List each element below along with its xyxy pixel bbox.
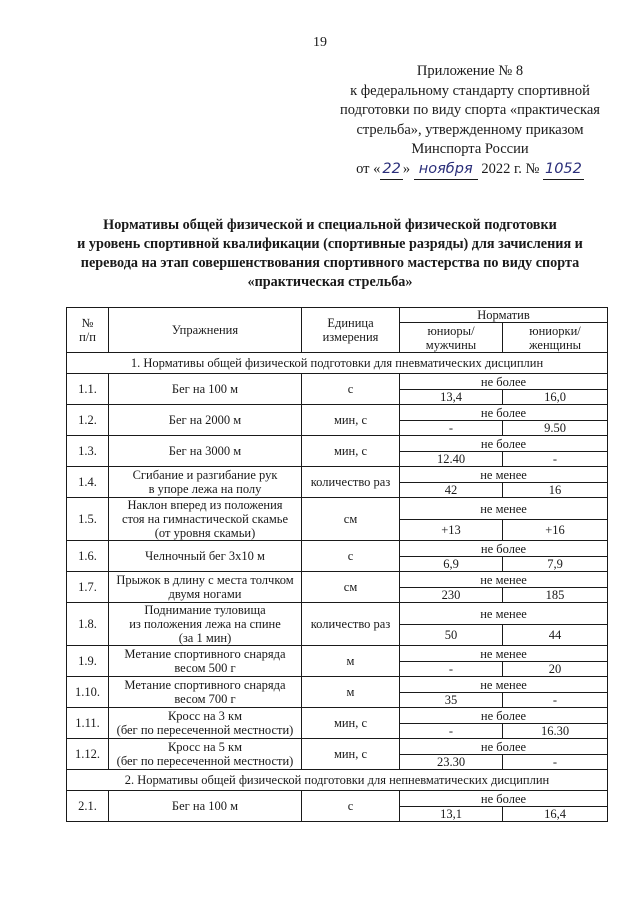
exercise-line: Бег на 100 м	[171, 382, 239, 396]
row-number: 1.6.	[67, 541, 109, 572]
table-row	[67, 791, 608, 807]
value-women: +16	[503, 520, 608, 541]
exercise-line: Кросс на 5 км	[167, 740, 243, 754]
row-number: 1.8.	[67, 603, 109, 646]
row-unit: мин, с	[302, 436, 400, 467]
value-women: 7,9	[503, 557, 608, 572]
section-row	[67, 353, 608, 374]
exercise-line: из положения лежа на спине	[129, 617, 281, 631]
row-condition: не менее	[400, 498, 608, 520]
row-condition: не менее	[400, 677, 608, 693]
handwritten-day: 22	[380, 160, 402, 181]
value-women: -	[503, 755, 608, 770]
value-women: 20	[503, 662, 608, 677]
row-condition: не менее	[400, 646, 608, 662]
row-unit: мин, с	[302, 405, 400, 436]
row-number: 1.3.	[67, 436, 109, 467]
value-men: -	[400, 662, 503, 677]
row-condition: не более	[400, 374, 608, 390]
appendix-block	[300, 62, 640, 180]
row-condition: не более	[400, 739, 608, 755]
exercise-line: (за 1 мин)	[178, 631, 232, 645]
row-exercise	[109, 498, 302, 541]
row-number: 1.10.	[67, 677, 109, 708]
exercise-line: весом 700 г	[174, 692, 236, 706]
table-row	[67, 436, 608, 452]
value-women: 16,4	[503, 807, 608, 822]
handwritten-month: ноября	[414, 160, 478, 181]
row-unit: м	[302, 646, 400, 677]
appendix-line: подготовки по виду спорта «практическая	[340, 102, 600, 118]
row-exercise	[109, 436, 302, 467]
row-exercise	[109, 646, 302, 677]
value-women: 16,0	[503, 390, 608, 405]
row-unit: см	[302, 572, 400, 603]
value-men: 23.30	[400, 755, 503, 770]
table-row	[67, 603, 608, 625]
table-row	[67, 541, 608, 557]
exercise-line: Бег на 3000 м	[168, 444, 242, 458]
row-number: 1.11.	[67, 708, 109, 739]
date-mid: »	[402, 160, 411, 177]
value-men: 35	[400, 693, 503, 708]
row-exercise	[109, 791, 302, 822]
table-row	[67, 467, 608, 483]
exercise-line: Наклон вперед из положения	[127, 498, 283, 512]
title-line: и уровень спортивной квалификации (спортивные разряды) для зачисления и	[77, 236, 583, 252]
table-row	[67, 708, 608, 724]
row-exercise	[109, 603, 302, 646]
value-men: -	[400, 724, 503, 739]
row-condition: не менее	[400, 467, 608, 483]
row-condition: не менее	[400, 603, 608, 625]
value-men: 230	[400, 588, 503, 603]
row-condition: не более	[400, 791, 608, 807]
value-men: 13,4	[400, 390, 503, 405]
document-title	[40, 216, 620, 292]
header-num: № п/п	[67, 308, 109, 353]
header-norm: Норматив	[400, 308, 608, 323]
row-unit: количество раз	[302, 603, 400, 646]
row-unit: с	[302, 374, 400, 405]
row-condition: не более	[400, 708, 608, 724]
row-exercise	[109, 467, 302, 498]
value-men: 13,1	[400, 807, 503, 822]
value-men: +13	[400, 520, 503, 541]
title-line: перевода на этап совершенствования спортивного мастерства по виду спорта	[80, 255, 580, 271]
value-women: 16	[503, 483, 608, 498]
section-title: 2. Нормативы общей физической подготовки для непневматических дисциплин	[67, 770, 608, 791]
exercise-line: весом 500 г	[174, 661, 236, 675]
date-year: 2022 г. №	[481, 160, 540, 177]
value-women: 9.50	[503, 421, 608, 436]
value-women: 16.30	[503, 724, 608, 739]
exercise-line: стоя на гимнастической скамье	[121, 512, 289, 526]
value-women: -	[503, 693, 608, 708]
row-unit: мин, с	[302, 708, 400, 739]
value-women: 44	[503, 625, 608, 646]
table-row	[67, 374, 608, 390]
row-unit: с	[302, 791, 400, 822]
row-unit: см	[302, 498, 400, 541]
value-women: 185	[503, 588, 608, 603]
row-exercise	[109, 541, 302, 572]
section-title: 1. Нормативы общей физической подготовки для пневматических дисциплин	[67, 353, 608, 374]
exercise-line: в упоре лежа на полу	[148, 482, 262, 496]
exercise-line: Кросс на 3 км	[167, 709, 243, 723]
row-number: 2.1.	[67, 791, 109, 822]
row-number: 1.1.	[67, 374, 109, 405]
section-row	[67, 770, 608, 791]
norms-table	[66, 307, 608, 822]
appendix-line: Минспорта России	[411, 141, 529, 157]
exercise-line: (бег по пересеченной местности)	[116, 754, 294, 768]
exercise-line: Челночный бег 3х10 м	[145, 549, 265, 563]
appendix-line: к федеральному стандарту спортивной	[350, 82, 590, 99]
table-row	[67, 572, 608, 588]
handwritten-number: 1052	[543, 160, 584, 181]
table-row	[67, 646, 608, 662]
value-women: -	[503, 452, 608, 467]
row-number: 1.12.	[67, 739, 109, 770]
value-men: 42	[400, 483, 503, 498]
table-header-row	[67, 308, 608, 323]
row-number: 1.2.	[67, 405, 109, 436]
row-exercise	[109, 572, 302, 603]
row-unit: м	[302, 677, 400, 708]
value-men: 12.40	[400, 452, 503, 467]
row-exercise	[109, 405, 302, 436]
row-condition: не более	[400, 405, 608, 421]
row-exercise	[109, 677, 302, 708]
exercise-line: Сгибание и разгибание рук	[132, 468, 278, 482]
row-number: 1.5.	[67, 498, 109, 541]
exercise-line: Бег на 100 м	[171, 799, 239, 813]
row-number: 1.4.	[67, 467, 109, 498]
row-unit: количество раз	[302, 467, 400, 498]
row-number: 1.7.	[67, 572, 109, 603]
page-number: 19	[313, 35, 327, 50]
header-men: юниоры/ мужчины	[400, 323, 503, 353]
exercise-line: Метание спортивного снаряда	[124, 647, 286, 661]
table-row	[67, 498, 608, 520]
row-condition: не более	[400, 541, 608, 557]
row-exercise	[109, 374, 302, 405]
header-unit: Единица измерения	[302, 308, 400, 353]
appendix-date	[300, 160, 640, 181]
row-exercise	[109, 708, 302, 739]
row-condition: не менее	[400, 572, 608, 588]
title-line: Нормативы общей физической и специальной физической подготовки	[103, 217, 557, 233]
exercise-line: Метание спортивного снаряда	[124, 678, 286, 692]
exercise-line: (от уровня скамьи)	[154, 526, 256, 540]
row-unit: с	[302, 541, 400, 572]
header-exercise: Упражнения	[109, 308, 302, 353]
date-prefix: от «	[356, 160, 381, 177]
exercise-line: Прыжок в длину с места толчком	[116, 573, 294, 587]
exercise-line: (бег по пересеченной местности)	[116, 723, 294, 737]
value-men: 50	[400, 625, 503, 646]
row-unit: мин, с	[302, 739, 400, 770]
table-row	[67, 677, 608, 693]
row-condition: не более	[400, 436, 608, 452]
row-exercise	[109, 739, 302, 770]
title-line: «практическая стрельба»	[247, 274, 413, 290]
exercise-line: двумя ногами	[168, 587, 242, 601]
appendix-line: Приложение № 8	[416, 63, 524, 79]
appendix-line: стрельба», утвержденному приказом	[356, 121, 584, 138]
value-men: 6,9	[400, 557, 503, 572]
table-row	[67, 405, 608, 421]
exercise-line: Бег на 2000 м	[168, 413, 242, 427]
row-number: 1.9.	[67, 646, 109, 677]
value-men: -	[400, 421, 503, 436]
table-row	[67, 739, 608, 755]
header-women: юниорки/ женщины	[503, 323, 608, 353]
exercise-line: Поднимание туловища	[144, 603, 266, 617]
